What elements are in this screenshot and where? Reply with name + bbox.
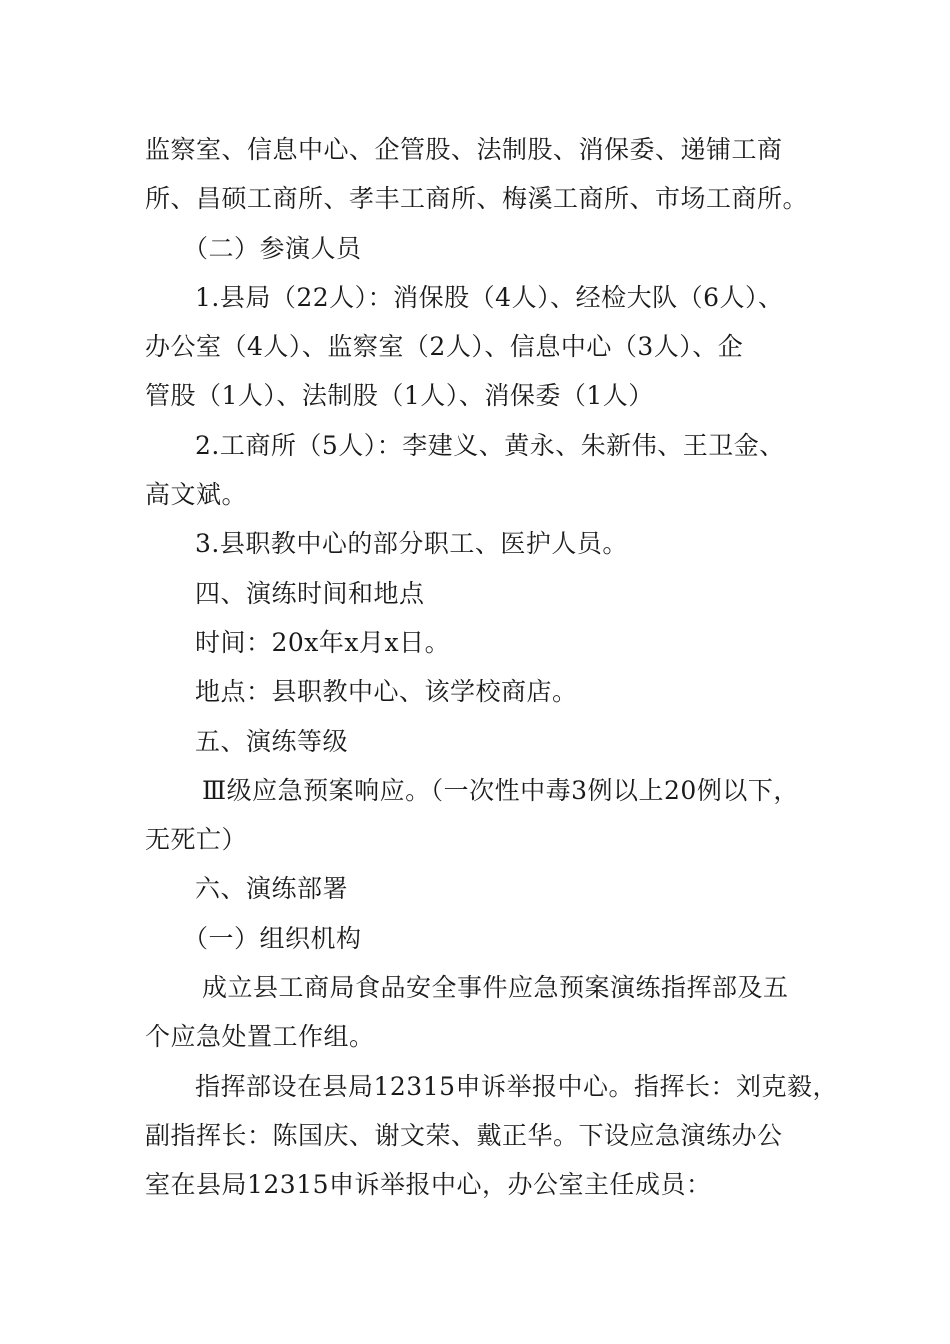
body-line: 个应急处置工作组。 <box>145 1022 375 1052</box>
document-body <box>145 125 839 1210</box>
body-line: 成立县工商局食品安全事件应急预案演练指挥部及五 <box>202 973 789 1003</box>
body-line: 监察室、信息中心、企管股、法制股、消保委、递铺工商 <box>145 135 783 164</box>
section-heading: 六、演练部署 <box>195 874 349 904</box>
body-line: 地点：县职教中心、该学校商店。 <box>195 677 578 707</box>
section-heading: 五、演练等级 <box>195 726 349 756</box>
body-line: 室在县局12315申诉举报中心，办公室主任成员： <box>145 1170 712 1200</box>
section-heading: （一）组织机构 <box>183 923 362 953</box>
section-heading: 四、演练时间和地点 <box>195 578 425 608</box>
body-line: 副指挥长：陈国庆、谢文荣、戴正华。下设应急演练办公 <box>145 1120 783 1150</box>
body-line: 指挥部设在县局12315申诉举报中心。指挥长：刘克毅， <box>195 1071 839 1101</box>
body-line: 3.县职教中心的部分职工、医护人员。 <box>195 529 628 559</box>
body-line: Ⅲ级应急预案响应。（一次性中毒3例以上20例以下， <box>202 775 799 805</box>
section-heading: （二）参演人员 <box>183 233 362 263</box>
body-line: 1.县局（22人）：消保股（4人）、经检大队（6人）、 <box>195 282 784 312</box>
body-line: 管股（1人）、法制股（1人）、消保委（1人） <box>145 381 654 411</box>
body-line: 时间：20x年x月x日。 <box>195 627 451 657</box>
body-line: 办公室（4人）、监察室（2人）、信息中心（3人）、企 <box>145 332 744 362</box>
body-line: 2.工商所（5人）：李建义、黄永、朱新伟、王卫金、 <box>195 430 785 460</box>
body-line: 无死亡） <box>145 825 248 855</box>
body-line: 所、昌硕工商所、孝丰工商所、梅溪工商所、市场工商所。 <box>145 184 809 214</box>
body-line: 高文斌。 <box>145 480 248 510</box>
